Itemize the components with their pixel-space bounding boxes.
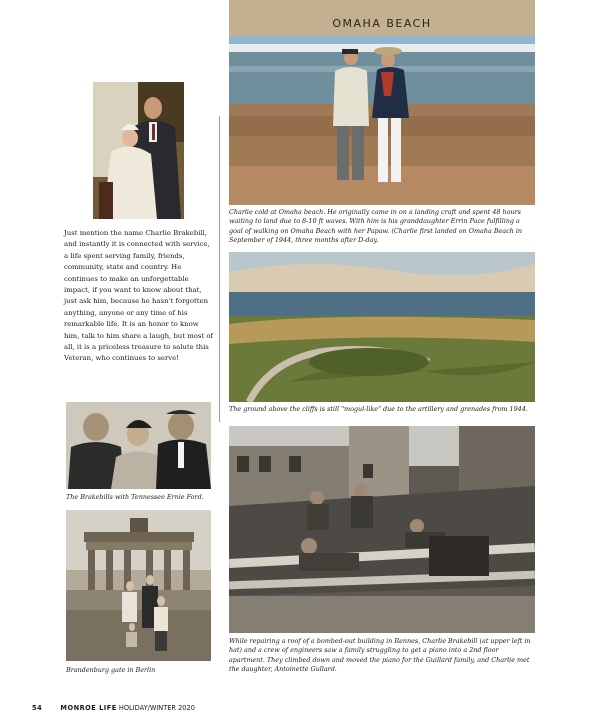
roof-repair-photo — [229, 426, 535, 633]
cliffs-landscape-photo — [229, 252, 535, 402]
intro-paragraph: Just mention the name Charlie Brakebill, and instantly it is connected with service, a life spent serving family, friends, community, state and country. He continues to make an unforgettable impact, if you want to know about that, just ask him, because he hasn't forgotten anything, anyone or any time of his remarkable life. It is an honor to know him, talk to him share a laugh, but most of all, it is a priceless treasure to salute this Veteran, who continues to serve! — [64, 229, 214, 363]
omaha-beach-caption: Charlie cold at Omaha beach. He originally came in on a landing craft and spent 48 hours waiting to land due to 8-10 ft waves. With him is his granddaughter Errin Pace fulfilling a goal of walking on Omaha Beach with her Papaw. (Charlie first landed on Omaha Beach in September of 1944, three months after D-day. — [229, 208, 522, 245]
couple-portrait-photo — [93, 82, 184, 219]
section-banner — [229, 0, 535, 36]
omaha-beach-photo — [229, 36, 535, 205]
ernie-ford-photo — [66, 402, 211, 489]
roof-repair-caption: While repairing a roof of a bombed-out building in Rennes, Charlie Brakebill (at upper left in hat) and a crew of engineers saw a family struggling to get a piano into a 2nd floor apartment. They climbed down and moved the piano for the Guillard family, and Charlie met the daughter, Antoinette Gullard. — [229, 637, 531, 674]
magazine-name: MONROE LIFE — [60, 704, 117, 712]
page-footer — [32, 704, 195, 712]
page-number: 54 — [32, 704, 43, 712]
brandenburg-gate-photo — [66, 510, 211, 661]
ernie-ford-caption: The Brakebills with Tennessee Ernie Ford. — [66, 493, 204, 501]
issue-label: HOLIDAY/WINTER 2020 — [118, 704, 195, 712]
column-divider — [219, 116, 220, 422]
brandenburg-caption: Brandenburg gate in Berlin — [66, 666, 156, 674]
cliffs-caption: The ground above the cliffs is still "mogul-like" due to the artillery and grenades from 1944. — [229, 405, 528, 413]
section-title: OMAHA BEACH — [332, 17, 432, 30]
